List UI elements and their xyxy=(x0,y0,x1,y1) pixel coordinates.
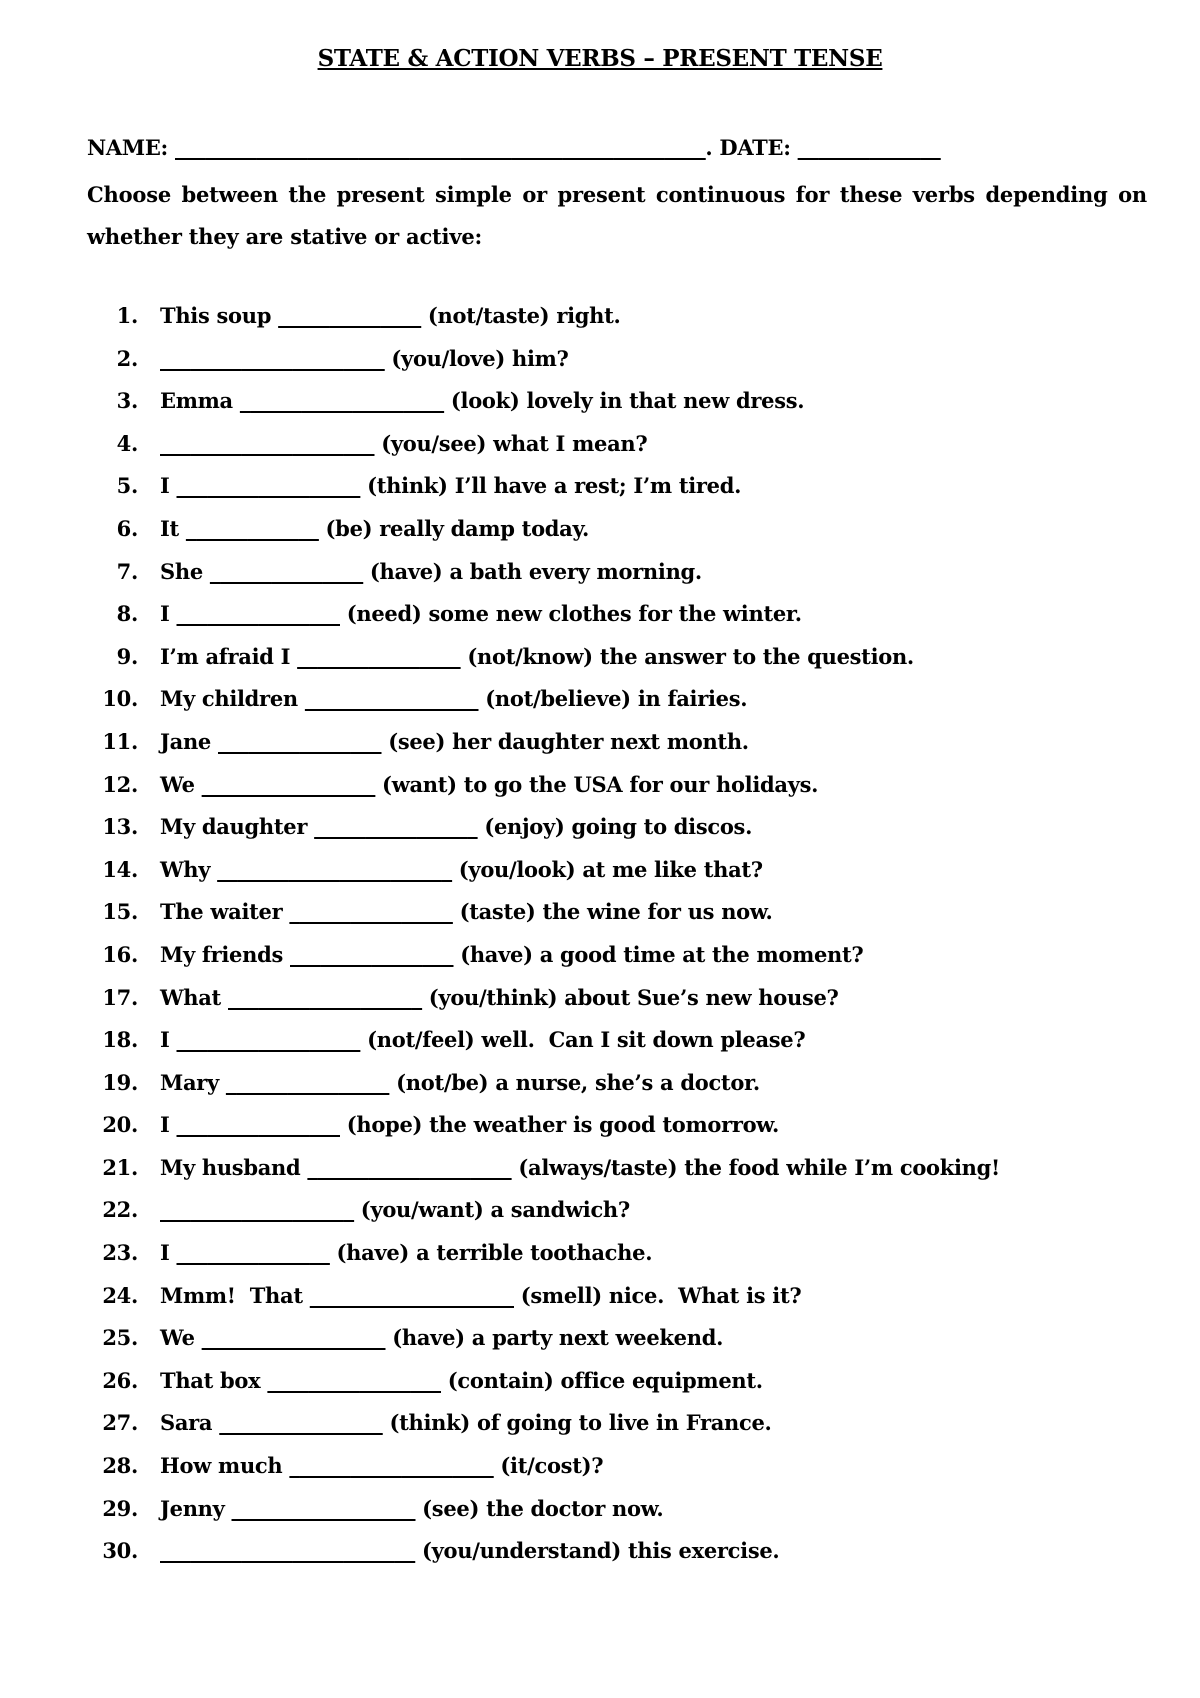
exercise-number: 28. xyxy=(102,1453,138,1479)
exercise-sentence: I _______________ (have) a terrible toothache. xyxy=(160,1240,653,1266)
exercise-sentence: Jenny __________________ (see) the doctor now. xyxy=(160,1495,664,1521)
exercise-sentence: _____________________ (you/see) what I mean? xyxy=(160,430,648,456)
exercise-sentence: Mmm! That ____________________ (smell) nice. What is it? xyxy=(160,1282,802,1308)
exercise-number: 14. xyxy=(102,856,138,882)
exercise-sentence: Jane ________________ (see) her daughter next month. xyxy=(160,728,749,754)
name-date-line: NAME: ____________________________________________________. DATE: ______________ xyxy=(87,135,941,160)
exercise-number: 24. xyxy=(102,1282,138,1308)
exercise-sentence: She _______________ (have) a bath every morning. xyxy=(160,558,702,584)
exercise-item xyxy=(0,1409,1200,1452)
exercise-sentence: I ________________ (hope) the weather is good tomorrow. xyxy=(160,1112,779,1138)
instructions: Choose between the present simple or present continuous for these verbs depending on whether they are stative or active: xyxy=(87,182,1147,249)
exercise-item xyxy=(0,685,1200,728)
exercise-item xyxy=(0,515,1200,558)
exercise-item xyxy=(0,1154,1200,1197)
exercise-sentence: What ___________________ (you/think) about Sue’s new house? xyxy=(160,984,839,1010)
exercise-item xyxy=(0,941,1200,984)
exercise-sentence: The waiter ________________ (taste) the wine for us now. xyxy=(160,899,773,925)
exercise-number: 27. xyxy=(102,1410,138,1436)
exercise-item xyxy=(0,1196,1200,1239)
exercise-number: 10. xyxy=(102,686,138,712)
exercise-item xyxy=(0,856,1200,899)
exercise-item xyxy=(0,1111,1200,1154)
exercise-sentence: My husband ____________________ (always/taste) the food while I’m cooking! xyxy=(160,1154,1000,1180)
exercise-number: 8. xyxy=(116,601,138,627)
exercise-number: 3. xyxy=(116,388,138,414)
exercise-item xyxy=(0,1282,1200,1325)
exercise-number: 13. xyxy=(102,814,138,840)
exercise-number: 25. xyxy=(102,1325,138,1351)
exercise-item xyxy=(0,600,1200,643)
exercise-item xyxy=(0,1537,1200,1580)
exercise-number: 11. xyxy=(102,728,138,754)
exercise-item xyxy=(0,1239,1200,1282)
exercise-item xyxy=(0,1069,1200,1112)
exercise-item xyxy=(0,1324,1200,1367)
exercise-number: 5. xyxy=(116,473,138,499)
exercise-item xyxy=(0,984,1200,1027)
exercise-list xyxy=(0,302,1200,1580)
exercise-item xyxy=(0,643,1200,686)
exercise-number: 7. xyxy=(116,558,138,584)
exercise-item xyxy=(0,898,1200,941)
exercise-sentence: Emma ____________________ (look) lovely in that new dress. xyxy=(160,388,805,414)
exercise-item xyxy=(0,813,1200,856)
exercise-sentence: _________________________ (you/understand) this exercise. xyxy=(160,1538,780,1564)
exercise-number: 16. xyxy=(102,941,138,967)
exercise-number: 4. xyxy=(116,430,138,456)
exercise-number: 29. xyxy=(102,1495,138,1521)
exercise-sentence: ___________________ (you/want) a sandwich? xyxy=(160,1197,630,1223)
exercise-sentence: It _____________ (be) really damp today. xyxy=(160,515,589,541)
exercise-item xyxy=(0,1452,1200,1495)
exercise-sentence: That box _________________ (contain) office equipment. xyxy=(160,1367,763,1393)
exercise-sentence: We _________________ (want) to go the USA for our holidays. xyxy=(160,771,819,797)
exercise-item xyxy=(0,1367,1200,1410)
exercise-number: 1. xyxy=(116,303,138,328)
exercise-sentence: How much ____________________ (it/cost)? xyxy=(160,1453,604,1479)
exercise-number: 9. xyxy=(116,643,138,669)
exercise-item xyxy=(0,1026,1200,1069)
exercise-sentence: I ________________ (need) some new clothes for the winter. xyxy=(160,601,802,627)
exercise-item xyxy=(0,771,1200,814)
exercise-item xyxy=(0,1495,1200,1538)
exercise-number: 6. xyxy=(116,515,138,541)
exercise-number: 17. xyxy=(102,984,138,1010)
exercise-number: 15. xyxy=(102,899,138,925)
exercise-item xyxy=(0,430,1200,473)
exercise-number: 23. xyxy=(102,1240,138,1266)
exercise-number: 19. xyxy=(102,1069,138,1095)
exercise-sentence: ______________________ (you/love) him? xyxy=(160,345,569,371)
exercise-number: 21. xyxy=(102,1154,138,1180)
exercise-sentence: My daughter ________________ (enjoy) going to discos. xyxy=(160,814,753,840)
exercise-sentence: My children _________________ (not/believe) in fairies. xyxy=(160,686,748,712)
exercise-item xyxy=(0,345,1200,388)
exercise-number: 12. xyxy=(102,771,138,797)
exercise-item xyxy=(0,472,1200,515)
exercise-item xyxy=(0,558,1200,601)
exercise-sentence: This soup ______________ (not/taste) right. xyxy=(160,303,621,328)
exercise-number: 18. xyxy=(102,1027,138,1053)
exercise-number: 2. xyxy=(116,345,138,371)
exercise-number: 30. xyxy=(102,1538,138,1564)
exercise-item xyxy=(0,387,1200,430)
exercise-sentence: I __________________ (think) I’ll have a rest; I’m tired. xyxy=(160,473,742,499)
exercise-number: 20. xyxy=(102,1112,138,1138)
exercise-number: 26. xyxy=(102,1367,138,1393)
exercise-sentence: Why _______________________ (you/look) at me like that? xyxy=(160,856,763,882)
exercise-item xyxy=(0,728,1200,771)
exercise-sentence: Sara ________________ (think) of going to live in France. xyxy=(160,1410,772,1436)
exercise-sentence: I’m afraid I ________________ (not/know) the answer to the question. xyxy=(160,643,914,669)
exercise-sentence: I __________________ (not/feel) well. Can I sit down please? xyxy=(160,1027,806,1053)
exercise-sentence: We __________________ (have) a party next weekend. xyxy=(160,1325,724,1351)
exercise-item xyxy=(0,302,1200,345)
exercise-sentence: My friends ________________ (have) a good time at the moment? xyxy=(160,941,864,967)
worksheet-title: STATE & ACTION VERBS – PRESENT TENSE xyxy=(317,45,883,72)
exercise-number: 22. xyxy=(102,1197,138,1223)
exercise-sentence: Mary ________________ (not/be) a nurse, she’s a doctor. xyxy=(160,1069,760,1095)
